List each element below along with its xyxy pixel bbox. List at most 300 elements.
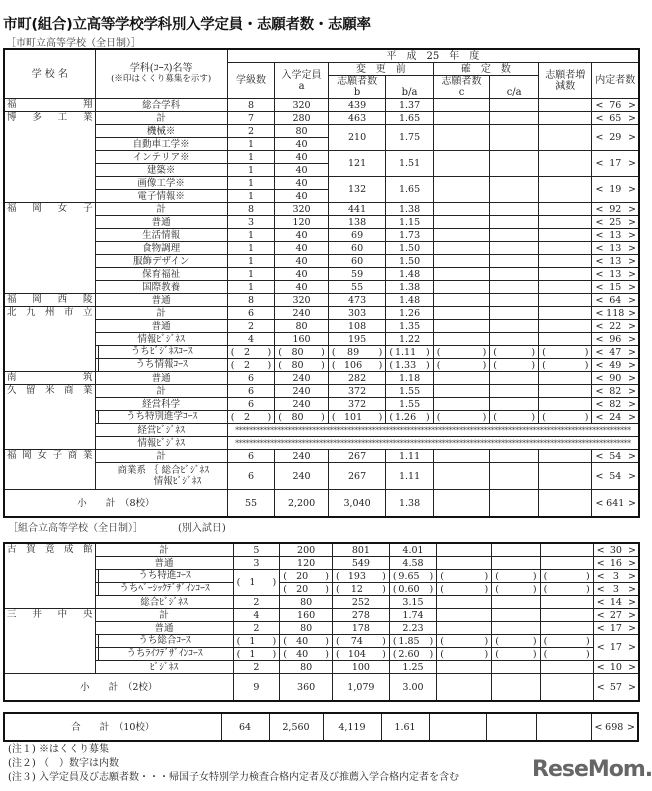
naitei-value: 641 [606,497,625,509]
cell-value: 2 [243,359,251,371]
bracket-left: < [595,112,604,124]
capacity-cell: 240 [275,463,329,490]
table-row [4,648,639,661]
union-rows [4,543,639,674]
ratio-ca-cell [490,398,539,411]
classes-cell: 64 [221,713,269,741]
bracket-right: > [628,544,636,556]
naitei-cell [592,385,639,398]
naitei-value: 57 [609,681,622,693]
table-row [4,268,639,281]
applicants-c-cell [437,622,492,635]
table-row [4,203,639,216]
applicants-c-cell [433,216,490,229]
naitei-value: 90 [609,372,622,384]
paren-open: ( [440,570,444,582]
bracket-right: > [628,359,636,371]
cell-value [512,571,520,582]
applicants-b-cell [332,635,389,648]
bracket-left: < [595,99,604,111]
ratio-ba-cell: 1.50 [386,255,433,268]
bracket-right: > [628,557,636,569]
cell-value: 2 [243,346,251,358]
capacity-cell: 40 [275,151,329,164]
cell-value: 12 [350,583,363,595]
applicants-b-cell: 4,119 [323,713,381,741]
header-apps-c-label: 志願者数 [441,76,482,87]
bracket-left: < [595,255,604,267]
naitei-value: 13 [609,242,622,254]
classes-cell: 5 [233,543,280,557]
table-row [4,320,639,333]
paren-open: ( [278,359,282,371]
bracket-right: > [628,112,636,124]
header-capacity-sym: a [298,80,305,92]
bracket-left: < [595,158,604,169]
cell-value: 2.60 [398,648,420,660]
paren-open: ( [335,570,340,582]
capacity-cell: 120 [280,557,333,570]
capacity-cell: 40 [275,242,329,255]
applicants-c-cell [433,359,490,372]
paren-open: ( [440,583,444,595]
ratio-ba-cell [386,359,433,372]
naitei-value: 17 [609,642,622,653]
naitei-cell [592,346,639,359]
ratio-ca-cell [492,661,540,674]
applicant-change-cell [539,385,592,398]
paren-open: ( [331,359,336,371]
paren-close: ) [267,346,272,358]
paren-open: ( [335,648,340,660]
table-row [4,424,639,437]
applicants-b-cell: 252 [332,596,389,609]
applicants-c-cell [437,583,492,596]
capacity-cell [275,346,329,359]
naitei-cell [592,203,639,216]
school-name: 福岡女子商業 [4,450,95,490]
header-c-sym: c [458,87,465,98]
ratio-ba-cell: 1.55 [386,385,433,398]
ratio-ba-cell [389,570,436,583]
classes-cell: 2 [227,320,274,333]
applicants-b-cell: 267 [328,450,385,463]
naitei-cell [591,713,638,741]
ratio-ba-cell: 2.23 [389,622,436,635]
bracket-left: < [595,203,604,215]
naitei-cell [593,543,639,557]
applicants-c-cell [433,242,490,255]
suspended-stars: ***************************************************************************************************************** [227,437,639,450]
naitei-value: 16 [609,557,622,569]
table-row [4,359,639,372]
suspended-stars: ***************************************************************************************************************** [227,424,639,437]
applicants-c-cell [437,570,492,583]
cell-value: 74 [350,635,363,647]
naitei-value: 65 [609,112,622,124]
naitei-value: 54 [609,470,622,482]
classes-cell: 2 [233,596,280,609]
capacity-cell: 40 [275,164,329,177]
table-row [4,463,639,490]
capacity-cell: 2,560 [269,713,323,741]
applicants-b-cell: 801 [332,543,389,557]
naitei-cell [592,411,639,424]
paren-open: ( [283,635,287,647]
ratio-ca-cell [490,372,539,385]
capacity-cell: 40 [275,138,329,151]
ratio-ca-cell [490,203,539,216]
ratio-ca-cell [492,543,540,557]
table-row [4,609,639,622]
ratio-ba-cell: 1.48 [386,268,433,281]
header-capacity-label: 入学定員 [281,69,322,81]
paren-close: ) [584,359,589,371]
capacity-cell: 40 [275,177,329,190]
applicant-change-cell [539,372,592,385]
bracket-left: < [595,411,604,423]
cell-value [512,649,520,660]
applicants-c-cell [433,177,490,203]
ratio-ba-cell [389,635,436,648]
paren-open: ( [440,635,444,647]
paren-close: ) [586,648,590,660]
applicant-change-cell [539,151,592,177]
dept-name [95,648,233,661]
paren-close: ) [586,635,590,647]
cell-value: 1.26 [394,411,417,423]
paren-open: ( [440,648,444,660]
bracket-right: > [628,255,636,267]
bracket-left: < [595,346,604,358]
ratio-ba-cell: 4.58 [389,557,436,570]
dept-name: 画像工学※ [95,177,227,190]
classes-cell: 1 [227,190,274,203]
classes-cell: 6 [227,307,274,320]
paren-open: ( [542,411,546,423]
classes-cell [233,635,280,648]
bracket-right: > [628,333,636,345]
classes-cell: 8 [227,99,274,112]
cell-value [458,347,466,358]
ratio-ca-cell [492,648,540,661]
applicants-c-cell [433,203,490,216]
applicant-change-cell [539,125,592,151]
table-row [4,151,639,164]
paren-close: ) [484,570,489,582]
dept-label: うちﾍﾞｰｼｯｸﾃﾞｻﾞｲﾝｺｰｽ [98,583,231,595]
capacity-cell [280,648,333,661]
dept-name: 普通 [95,557,233,570]
naitei-cell [592,398,639,411]
applicant-change-cell [539,359,592,372]
applicants-b-cell: 267 [328,463,385,490]
ratio-ba-cell: 1.11 [386,463,433,490]
applicant-change-cell [539,216,592,229]
naitei-value: 13 [609,255,622,267]
cell-value [510,360,518,371]
subtotal-row-label: 小 計 （8校） [4,490,227,518]
ratio-ba-cell: 1.35 [386,320,433,333]
cell-value [458,412,466,423]
applicant-change-cell [536,713,591,741]
bracket-left: < [596,544,605,556]
table-row [4,255,639,268]
applicants-c-cell [437,609,492,622]
applicant-change-cell [540,583,593,596]
paren-close: ) [484,635,489,647]
municipal-rows [4,99,639,490]
subtotal-row [4,490,639,518]
capacity-cell: 240 [275,385,329,398]
capacity-cell: 320 [275,99,329,112]
paren-open: ( [392,648,397,660]
ratio-ba-cell: 1.73 [386,229,433,242]
grand-total-row-label: 合 計 （10校） [4,713,221,741]
dept-name: 機械※ [95,125,227,138]
classes-cell: 1 [227,164,274,177]
naitei-cell [592,112,639,125]
classes-cell [227,411,274,424]
paren-open: ( [542,359,546,371]
bracket-left: < [595,320,604,332]
table-row [4,437,639,450]
paren-close: ) [584,411,589,423]
paren-open: ( [335,583,340,595]
capacity-cell: 120 [275,216,329,229]
capacity-cell [275,411,329,424]
applicant-change-cell [539,281,592,294]
bracket-left: < [596,596,605,608]
ratio-ba-cell: 1.50 [386,242,433,255]
classes-cell: 7 [227,112,274,125]
applicant-change-cell [539,333,592,346]
applicant-change-cell [539,346,592,359]
dept-name: 商業系 ｛ 総合ﾋﾞｼﾞﾈｽ 情報ﾋﾞｼﾞﾈｽ [95,463,227,490]
ratio-ca-cell [490,450,539,463]
paren-close: ) [426,346,430,358]
ratio-ca-cell [490,307,539,320]
bracket-left: < [595,450,604,462]
ratio-ca-cell [490,281,539,294]
ratio-ba-cell: 1.37 [386,99,433,112]
applicants-c-cell [429,713,486,741]
naitei-cell [592,255,639,268]
union-subtotal [4,674,639,702]
applicants-b-cell: 108 [328,320,385,333]
paren-open: ( [278,411,282,423]
applicants-c-cell [433,411,490,424]
applicant-change-cell [540,543,593,557]
naitei-value: 92 [609,203,622,215]
dept-name: 普通 [95,320,227,333]
naitei-value: 30 [609,544,622,556]
page-title: 市町(組合)立高等学校学科別入学定員・志願者数・志願率 [3,17,371,33]
applicants-c-cell [437,661,492,674]
bracket-right: > [628,661,636,673]
applicant-change-cell [539,112,592,125]
cell-value: 106 [344,359,363,371]
ratio-ca-cell [490,229,539,242]
applicants-b-cell: 463 [328,112,385,125]
table-row [4,557,639,570]
ratio-ba-cell: 1.38 [386,281,433,294]
table-row [4,333,639,346]
naitei-value: 47 [609,346,622,358]
naitei-cell [592,216,639,229]
cell-value: 9.65 [398,570,420,582]
ratio-ca-cell [490,359,539,372]
naitei-value: 118 [606,307,625,319]
cell-value [460,636,468,647]
applicant-change-cell [540,622,593,635]
table-row [4,177,639,190]
ratio-ca-cell [490,463,539,490]
cell-value [563,636,571,647]
capacity-cell [280,635,333,648]
bracket-left: < [596,661,605,673]
table-row [4,583,639,596]
paren-close: ) [272,635,277,647]
table-row [4,346,639,359]
naitei-value: 17 [609,158,622,169]
applicant-change-cell [540,570,593,583]
naitei-cell [592,242,639,255]
dept-name [95,411,227,424]
naitei-cell [593,596,639,609]
dept-label: うちﾋﾞｼﾞﾈｽｺｰｽ [98,346,225,358]
applicants-c-cell [433,294,490,307]
paren-open: ( [230,346,235,358]
bracket-right: > [628,158,636,169]
cell-value: 1.11 [394,346,417,358]
ratio-ba-cell: 1.65 [386,177,433,203]
paren-close: ) [482,411,487,423]
school-name: 北 九 州 市 立 [4,307,95,372]
naitei-value: 22 [609,320,622,332]
ratio-ba-cell: 1.61 [381,713,429,741]
classes-cell: 1 [227,242,274,255]
classes-cell: 1 [227,229,274,242]
table-row [4,125,639,138]
ratio-ba-cell: 4.01 [389,543,436,557]
dept-name: 普通 [95,294,227,307]
classes-cell [233,570,280,596]
ratio-ca-cell [490,268,539,281]
paren-open: ( [495,635,499,647]
capacity-cell: 240 [275,372,329,385]
paren-open: ( [392,635,397,647]
dept-name [95,570,233,583]
ratio-ca-cell [490,346,539,359]
applicants-b-cell: 1,079 [332,674,389,702]
naitei-value: 3 [612,583,619,595]
header-apps-b-label: 志願者数 [337,76,378,87]
applicants-b-cell: 60 [328,255,385,268]
bracket-left: < [595,294,604,306]
header-confirmed: 確 定 数 [433,63,538,76]
applicants-c-cell [437,674,492,702]
applicants-b-cell: 372 [328,385,385,398]
ratio-ca-cell [490,411,539,424]
paren-open: ( [236,635,241,647]
bracket-left: < [595,281,604,293]
paren-close: ) [426,411,430,423]
ratio-ba-cell: 3.00 [389,674,436,702]
capacity-cell: 40 [275,281,329,294]
municipal-schools-table [3,48,640,518]
table-row [4,543,639,557]
classes-cell: 1 [227,268,274,281]
bracket-left: < [596,557,605,569]
naitei-value: 29 [609,132,622,143]
ratio-ba-cell [389,648,436,661]
paren-close: ) [267,359,272,371]
bracket-right: > [628,99,636,111]
bracket-right: > [628,681,636,693]
applicants-b-cell [328,359,385,372]
dept-name: ﾋﾞｼﾞﾈｽ [95,661,233,674]
ratio-ba-cell: 1.26 [386,307,433,320]
capacity-cell: 80 [280,622,333,635]
applicants-c-cell [433,281,490,294]
union-schools-table [3,542,640,702]
naitei-cell [592,294,639,307]
ratio-ca-cell [492,583,540,596]
footnote: (注１) ※はくくり募集 [8,744,109,755]
cell-value [460,584,468,595]
capacity-cell [280,570,333,583]
classes-cell: 4 [233,609,280,622]
footnote: (注２) （ ）数字は内数 [8,758,119,769]
classes-cell: 6 [227,398,274,411]
ratio-ba-cell: 1.38 [386,490,433,518]
ratio-ba-cell: 1.18 [386,372,433,385]
dept-name: 計 [95,385,227,398]
cell-value: 40 [296,635,309,647]
paren-open: ( [493,346,497,358]
capacity-cell: 160 [275,333,329,346]
bracket-left: < [595,132,604,143]
table-row [4,622,639,635]
bracket-left: < [595,497,604,509]
dept-name: 計 [95,450,227,463]
table-row [4,570,639,583]
naitei-cell [592,177,639,203]
capacity-cell: 80 [280,661,333,674]
bracket-right: > [628,184,636,195]
applicant-change-cell [539,268,592,281]
paren-open: ( [278,346,282,358]
header-capacity [275,63,329,99]
applicants-b-cell: 210 [328,125,385,151]
paren-close: ) [325,570,329,582]
classes-cell: 9 [233,674,280,702]
dept-name: 経営ﾋﾞｼﾞﾈｽ [95,424,227,437]
ratio-ca-cell [490,216,539,229]
applicants-c-cell [433,99,490,112]
applicants-b-cell: 55 [328,281,385,294]
paren-close: ) [484,648,489,660]
bracket-left: < [595,398,604,410]
applicant-change-cell [539,411,592,424]
applicants-b-cell [332,583,389,596]
paren-open: ( [283,648,287,660]
capacity-cell: 40 [275,255,329,268]
grand-total-row [4,713,638,741]
applicants-b-cell [328,411,385,424]
capacity-cell: 240 [275,450,329,463]
